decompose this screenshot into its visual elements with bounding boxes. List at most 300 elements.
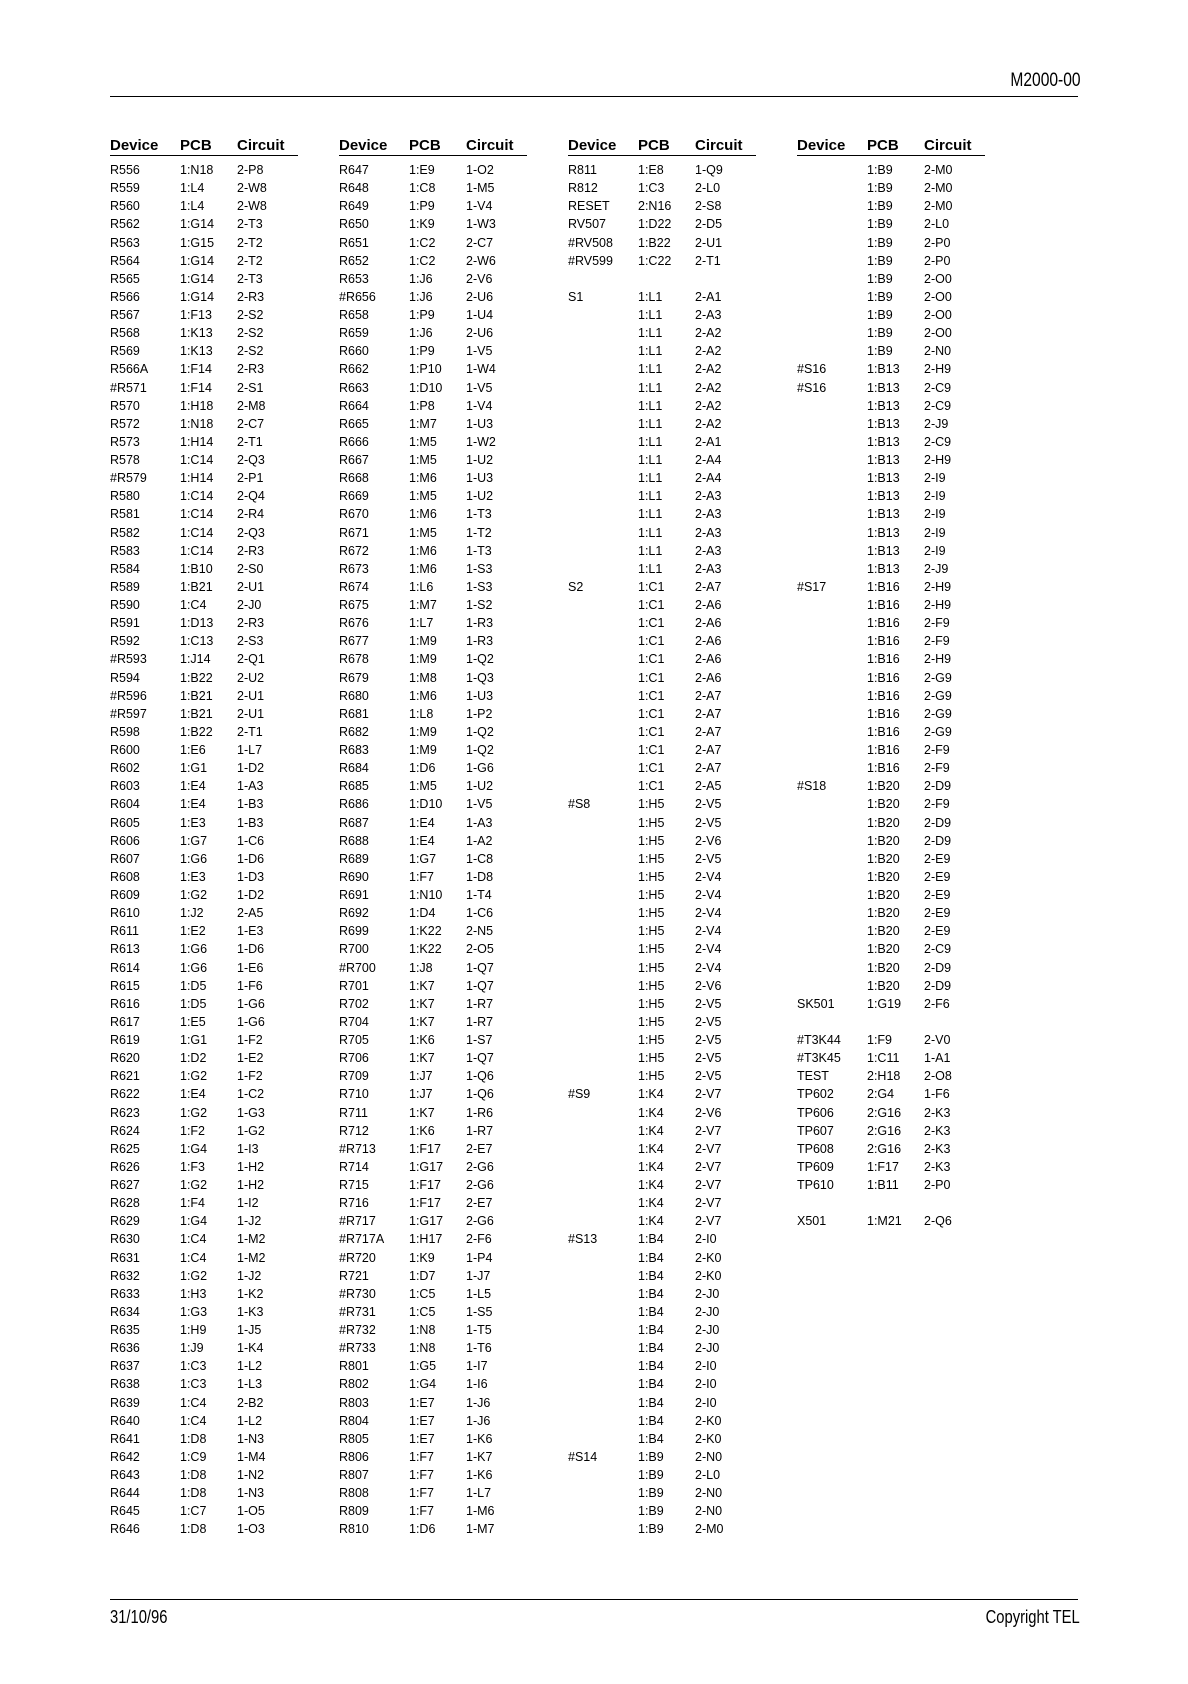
- table-row: [339, 1357, 527, 1375]
- table-row: [110, 977, 298, 995]
- circuit-cell: 2-F9: [924, 797, 950, 812]
- circuit-cell: 1-M4: [237, 1449, 266, 1464]
- pcb-cell: 1:H5: [638, 906, 665, 921]
- device-cell: R702: [339, 996, 369, 1011]
- device-cell: R687: [339, 815, 369, 830]
- circuit-cell: 2-A7: [695, 688, 722, 703]
- table-row: [110, 868, 298, 886]
- device-cell: [797, 215, 867, 233]
- device-cell: R672: [339, 543, 369, 558]
- header-pcb: PCB: [638, 137, 670, 154]
- device-cell: R662: [339, 362, 369, 377]
- table-row: [568, 705, 756, 723]
- table-row: [339, 342, 527, 360]
- circuit-cell: 1-F2: [237, 1069, 263, 1084]
- device-cell: R568: [110, 326, 140, 341]
- circuit-cell: 1-G6: [466, 761, 494, 776]
- circuit-cell: 1-K6: [466, 1468, 493, 1482]
- device-cell: R658: [339, 308, 369, 322]
- table-row: [797, 777, 985, 795]
- device-cell: #R732: [339, 1323, 376, 1337]
- pcb-cell: 1:D8: [180, 1431, 207, 1446]
- circuit-cell: 2-C7: [237, 416, 265, 431]
- table-row: [568, 1502, 756, 1520]
- pcb-cell: 2:G16: [867, 1141, 902, 1156]
- table-row: [339, 1303, 527, 1321]
- pcb-cell: 1:F7: [409, 1486, 435, 1501]
- device-cell: R633: [110, 1286, 140, 1301]
- pcb-cell: 1:E4: [180, 1087, 206, 1102]
- table-row: [797, 632, 985, 650]
- pcb-cell: 1:L1: [638, 308, 663, 322]
- device-cell: R691: [339, 888, 369, 902]
- table-row: [110, 415, 298, 433]
- pcb-cell: 1:B9: [867, 253, 893, 268]
- pcb-cell: 1:C1: [638, 616, 665, 631]
- table-row: [797, 379, 985, 397]
- circuit-cell: 1-J6: [466, 1413, 491, 1428]
- pcb-cell: 1:G4: [409, 1377, 437, 1392]
- pcb-cell: 1:G19: [867, 996, 902, 1011]
- pcb-cell: 1:P9: [409, 199, 435, 214]
- device-cell: R630: [110, 1232, 140, 1247]
- table-row: [797, 179, 985, 197]
- device-cell: R688: [339, 833, 369, 848]
- table-row: [110, 1067, 298, 1085]
- table-row: [110, 433, 298, 451]
- header-pcb: PCB: [409, 137, 441, 154]
- device-cell: #R733: [339, 1341, 376, 1356]
- table-row: [797, 451, 985, 469]
- pcb-cell: 1:B9: [867, 344, 893, 359]
- table-row: [568, 234, 756, 252]
- circuit-cell: 1-D8: [466, 869, 494, 884]
- table-row: [797, 723, 985, 741]
- device-cell: [797, 886, 867, 904]
- device-cell: [568, 1267, 638, 1285]
- table-row: [339, 179, 527, 197]
- device-cell: [568, 687, 638, 705]
- table-row: [110, 795, 298, 813]
- device-cell: [797, 415, 867, 433]
- circuit-cell: 2-V4: [695, 906, 722, 921]
- header-device: Device: [797, 137, 846, 154]
- table-row: [568, 777, 756, 795]
- device-cell: R668: [339, 471, 369, 486]
- device-cell: R643: [110, 1468, 140, 1482]
- device-cell: [568, 415, 638, 433]
- pcb-cell: 1:F17: [409, 1141, 441, 1156]
- pcb-cell: 1:C4: [180, 598, 207, 612]
- table-row: [339, 669, 527, 687]
- device-cell: R581: [110, 507, 140, 522]
- table-row: [110, 306, 298, 324]
- pcb-cell: 1:B20: [867, 797, 900, 812]
- table-row: [568, 940, 756, 958]
- pcb-cell: 1:K13: [180, 344, 213, 359]
- device-cell: R604: [110, 797, 140, 812]
- pcb-cell: 1:M6: [409, 543, 437, 558]
- pcb-cell: 1:E7: [409, 1395, 435, 1410]
- pcb-cell: 1:B4: [638, 1377, 664, 1392]
- pcb-cell: 1:B20: [867, 906, 900, 921]
- circuit-cell: 2-Q3: [237, 453, 265, 467]
- circuit-cell: 2-T3: [237, 217, 263, 232]
- pcb-cell: [638, 270, 695, 288]
- circuit-cell: [924, 1013, 985, 1031]
- circuit-cell: 2-M8: [237, 398, 266, 413]
- table-row: [568, 1085, 756, 1103]
- table-row: [797, 288, 985, 306]
- device-cell: R566: [110, 289, 140, 304]
- circuit-cell: 1-V4: [466, 199, 493, 214]
- table-row: [568, 1049, 756, 1067]
- table-row: [339, 1466, 527, 1484]
- circuit-cell: 1-I3: [237, 1141, 259, 1156]
- device-cell: R663: [339, 380, 369, 395]
- device-cell: R569: [110, 344, 140, 359]
- circuit-cell: 1-K7: [466, 1449, 493, 1464]
- device-cell: R674: [339, 579, 369, 594]
- circuit-cell: 1-R3: [466, 616, 494, 631]
- pcb-cell: 1:G4: [180, 1214, 208, 1229]
- pcb-cell: 1:C14: [180, 543, 214, 558]
- pcb-cell: 1:K4: [638, 1087, 664, 1102]
- table-row: [110, 1230, 298, 1248]
- device-cell: R809: [339, 1504, 369, 1519]
- pcb-cell: 1:C1: [638, 670, 665, 685]
- circuit-cell: 2-T1: [695, 253, 721, 268]
- device-cell: R666: [339, 434, 369, 449]
- table-row: [339, 814, 527, 832]
- pcb-cell: 1:K7: [409, 996, 435, 1011]
- pcb-cell: 1:C11: [867, 1051, 900, 1066]
- device-cell: [797, 814, 867, 832]
- device-cell: R598: [110, 724, 140, 739]
- table-row: [110, 342, 298, 360]
- device-cell: [568, 1049, 638, 1067]
- circuit-cell: 2-A3: [695, 561, 722, 576]
- circuit-cell: 2-B2: [237, 1395, 264, 1410]
- table-row: [110, 560, 298, 578]
- table-row: [568, 360, 756, 378]
- circuit-cell: 2-O5: [466, 942, 494, 957]
- table-row: [797, 1085, 985, 1103]
- device-cell: [568, 1212, 638, 1230]
- table-row: [568, 759, 756, 777]
- table-row: [339, 777, 527, 795]
- pcb-cell: 1:H14: [180, 471, 214, 486]
- pcb-cell: 1:L1: [638, 362, 663, 377]
- circuit-cell: 2-A5: [237, 906, 264, 921]
- table-row: [797, 397, 985, 415]
- device-cell: R620: [110, 1051, 140, 1066]
- table-row: [797, 197, 985, 215]
- circuit-cell: 2-S2: [237, 308, 264, 322]
- circuit-cell: 2-G9: [924, 688, 952, 703]
- circuit-cell: 2-V7: [695, 1178, 722, 1192]
- circuit-cell: 1-L2: [237, 1359, 263, 1374]
- circuit-cell: 1-T3: [466, 507, 492, 522]
- device-cell: R589: [110, 579, 140, 594]
- pcb-cell: 1:G1: [180, 761, 208, 776]
- table-row: [568, 469, 756, 487]
- header-pcb: PCB: [180, 137, 212, 154]
- circuit-cell: 2-A3: [695, 489, 722, 504]
- device-cell: R806: [339, 1449, 369, 1464]
- pcb-cell: 1:C2: [409, 235, 436, 250]
- table-row: [339, 306, 527, 324]
- pcb-cell: 1:B4: [638, 1413, 664, 1428]
- circuit-cell: 1-L2: [237, 1413, 263, 1428]
- circuit-cell: 1-M2: [237, 1250, 266, 1265]
- circuit-cell: 2-A7: [695, 724, 722, 739]
- pcb-cell: 1:B9: [867, 289, 893, 304]
- table-row: [568, 922, 756, 940]
- pcb-cell: 1:B16: [867, 706, 900, 721]
- device-cell: R649: [339, 199, 369, 214]
- pcb-cell: 1:C1: [638, 743, 665, 757]
- circuit-cell: 2-T1: [237, 724, 263, 739]
- circuit-cell: 2-K3: [924, 1159, 951, 1174]
- table-row: [339, 850, 527, 868]
- pcb-cell: 1:B9: [867, 271, 893, 286]
- pcb-cell: 1:E7: [409, 1413, 435, 1428]
- pcb-cell: 1:B9: [638, 1504, 664, 1519]
- table-row: [339, 795, 527, 813]
- device-cell: R635: [110, 1323, 140, 1337]
- pcb-cell: 1:D8: [180, 1522, 207, 1537]
- device-cell: R573: [110, 434, 140, 449]
- pcb-cell: 1:F9: [867, 1033, 893, 1047]
- table-row: [110, 832, 298, 850]
- circuit-cell: 1-J2: [237, 1214, 262, 1229]
- table-row: [797, 270, 985, 288]
- table-row: [568, 415, 756, 433]
- circuit-cell: 1-D2: [237, 888, 265, 902]
- circuit-cell: 2-C9: [924, 398, 952, 413]
- pcb-cell: 1:G2: [180, 1178, 208, 1192]
- device-cell: [568, 777, 638, 795]
- circuit-cell: 1-F2: [237, 1033, 263, 1047]
- device-cell: R679: [339, 670, 369, 685]
- table-row: [339, 215, 527, 233]
- circuit-cell: 1-S3: [466, 561, 493, 576]
- device-cell: R605: [110, 815, 140, 830]
- circuit-cell: 2-W8: [237, 199, 267, 214]
- device-cell: [568, 524, 638, 542]
- circuit-cell: 1-P4: [466, 1250, 493, 1265]
- device-cell: X501: [797, 1214, 827, 1229]
- circuit-cell: 1-R3: [466, 634, 494, 649]
- pcb-cell: 1:G6: [180, 851, 208, 866]
- device-cell: [568, 1031, 638, 1049]
- device-cell: R714: [339, 1159, 369, 1174]
- pcb-cell: 1:D10: [409, 380, 443, 395]
- table-row: [339, 904, 527, 922]
- pcb-cell: 1:E4: [180, 797, 206, 812]
- table-row: [110, 487, 298, 505]
- circuit-cell: 1-M5: [466, 181, 495, 196]
- device-cell: R592: [110, 634, 140, 649]
- circuit-cell: 2-U1: [237, 706, 265, 721]
- table-row: [797, 741, 985, 759]
- device-cell: #R597: [110, 706, 147, 721]
- device-cell: R584: [110, 561, 140, 576]
- device-cell: R641: [110, 1431, 140, 1446]
- table-row: [110, 1357, 298, 1375]
- device-cell: R710: [339, 1087, 369, 1102]
- pcb-cell: 1:D8: [180, 1468, 207, 1482]
- table-row: [797, 614, 985, 632]
- device-cell: #R730: [339, 1286, 376, 1301]
- device-cell: [568, 814, 638, 832]
- circuit-cell: 2-V4: [695, 869, 722, 884]
- circuit-cell: 2-A4: [695, 471, 722, 486]
- table-row: [339, 723, 527, 741]
- circuit-cell: 1-O5: [237, 1504, 265, 1519]
- device-cell: [568, 433, 638, 451]
- device-cell: #R656: [339, 289, 376, 304]
- table-row: [568, 687, 756, 705]
- circuit-cell: 1-D2: [237, 761, 265, 776]
- circuit-cell: 2-T2: [237, 253, 263, 268]
- circuit-cell: 2-H9: [924, 598, 952, 612]
- circuit-cell: 1-E6: [237, 960, 264, 975]
- table-row: [568, 868, 756, 886]
- pcb-cell: 1:B13: [867, 416, 900, 431]
- device-cell: R603: [110, 779, 140, 794]
- pcb-cell: 1:H17: [409, 1232, 443, 1247]
- table-row: [568, 1104, 756, 1122]
- table-row: [568, 197, 756, 215]
- circuit-cell: 1-D6: [237, 851, 265, 866]
- device-cell: R621: [110, 1069, 140, 1084]
- table-row: [339, 1122, 527, 1140]
- device-cell: [797, 542, 867, 560]
- pcb-cell: 1:M9: [409, 724, 437, 739]
- device-cell: R582: [110, 525, 140, 540]
- pcb-cell: 1:B13: [867, 453, 900, 467]
- pcb-cell: 1:B4: [638, 1341, 664, 1356]
- table-row: [110, 379, 298, 397]
- device-cell: R556: [110, 163, 140, 177]
- device-cell: [797, 959, 867, 977]
- pcb-cell: 1:B9: [867, 163, 893, 177]
- table-row: [568, 1339, 756, 1357]
- device-cell: R622: [110, 1087, 140, 1102]
- circuit-cell: 2-A6: [695, 634, 722, 649]
- device-cell: [568, 669, 638, 687]
- pcb-cell: 1:M9: [409, 652, 437, 667]
- table-row: [110, 850, 298, 868]
- table-row: [797, 1122, 985, 1140]
- table-row: [797, 687, 985, 705]
- device-cell: [797, 759, 867, 777]
- pcb-cell: 1:G1: [180, 1033, 208, 1047]
- pcb-cell: 1:K4: [638, 1123, 664, 1138]
- pcb-cell: 1:E2: [180, 924, 206, 939]
- pcb-cell: 1:G7: [180, 833, 208, 848]
- pcb-cell: 1:E9: [409, 163, 435, 177]
- pcb-cell: 1:E4: [180, 779, 206, 794]
- table-row: [110, 959, 298, 977]
- pcb-cell: 1:K6: [409, 1033, 435, 1047]
- pcb-cell: 1:D6: [409, 761, 436, 776]
- device-cell: [568, 1122, 638, 1140]
- circuit-cell: 2-A2: [695, 416, 722, 431]
- circuit-cell: 1-W3: [466, 217, 496, 232]
- table-row: [339, 1285, 527, 1303]
- circuit-cell: 2-I9: [924, 507, 946, 522]
- circuit-cell: [695, 270, 756, 288]
- circuit-cell: 1-Q2: [466, 724, 494, 739]
- pcb-cell: 1:C4: [180, 1232, 207, 1247]
- circuit-cell: 2-U2: [237, 670, 265, 685]
- pcb-cell: 1:E6: [180, 743, 206, 757]
- circuit-cell: 2-A2: [695, 362, 722, 377]
- circuit-cell: 2-C7: [466, 235, 494, 250]
- table-row: [568, 270, 756, 288]
- circuit-cell: 2-I9: [924, 489, 946, 504]
- table-row: [568, 560, 756, 578]
- circuit-cell: 1-T5: [466, 1323, 492, 1337]
- circuit-cell: 1-N2: [237, 1468, 265, 1482]
- table-row: [339, 560, 527, 578]
- device-cell: #S9: [568, 1087, 591, 1102]
- circuit-cell: 2-A7: [695, 743, 722, 757]
- device-cell: [797, 705, 867, 723]
- table-row: [568, 433, 756, 451]
- device-cell: R709: [339, 1069, 369, 1084]
- pcb-cell: 1:B4: [638, 1395, 664, 1410]
- device-cell: R680: [339, 688, 369, 703]
- circuit-cell: 1-R6: [466, 1105, 494, 1120]
- device-cell: R634: [110, 1304, 140, 1319]
- pcb-cell: 1:P10: [409, 362, 442, 377]
- table-row: [339, 451, 527, 469]
- device-cell: R583: [110, 543, 140, 558]
- circuit-cell: 2-A3: [695, 507, 722, 522]
- device-cell: [568, 922, 638, 940]
- circuit-cell: 2-S8: [695, 199, 722, 214]
- table-row: [568, 886, 756, 904]
- circuit-cell: 2-V5: [695, 851, 722, 866]
- table-row: [339, 1394, 527, 1412]
- table-row: [110, 614, 298, 632]
- table-row: [339, 922, 527, 940]
- device-cell: [568, 1067, 638, 1085]
- table-row: [110, 1212, 298, 1230]
- circuit-cell: 2-H9: [924, 362, 952, 377]
- table-row: [339, 1212, 527, 1230]
- pcb-cell: 1:N8: [409, 1341, 436, 1356]
- circuit-cell: 2-A6: [695, 598, 722, 612]
- pcb-cell: 1:H5: [638, 869, 665, 884]
- device-cell: [568, 886, 638, 904]
- circuit-cell: 1-T3: [466, 543, 492, 558]
- circuit-cell: 1-S2: [466, 598, 493, 612]
- device-cell: R684: [339, 761, 369, 776]
- device-cell: R602: [110, 761, 140, 776]
- table-row: [339, 868, 527, 886]
- table-row: [339, 415, 527, 433]
- pcb-cell: 1:M21: [867, 1214, 902, 1229]
- device-cell: [568, 1520, 638, 1538]
- pcb-cell: 1:G14: [180, 289, 215, 304]
- circuit-cell: 2-N5: [466, 924, 494, 939]
- device-cell: R632: [110, 1268, 140, 1283]
